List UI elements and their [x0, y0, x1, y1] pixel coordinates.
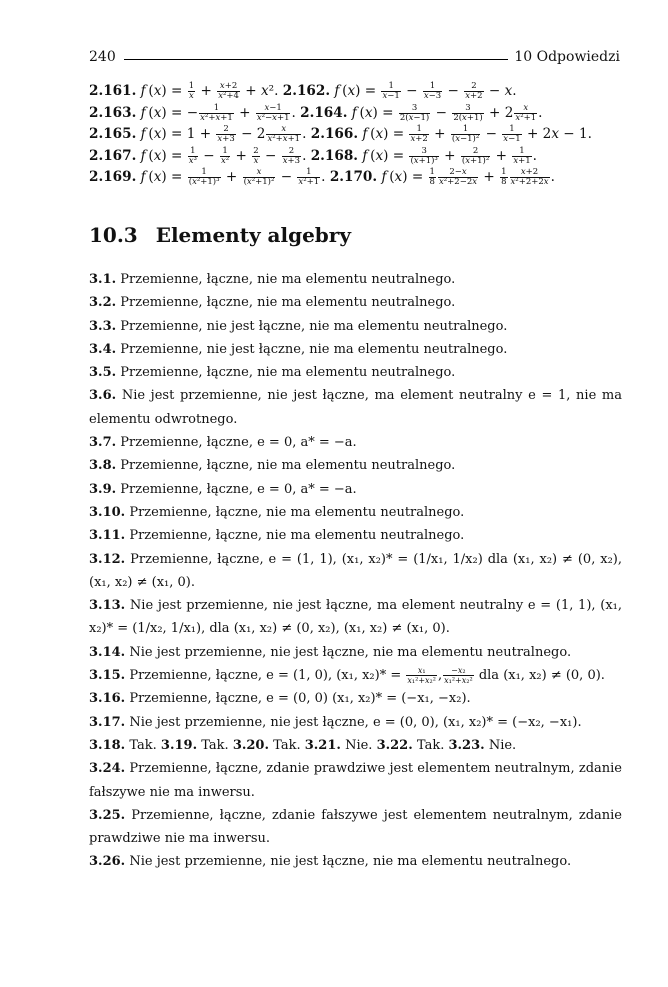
- answer-item: [89, 338, 622, 361]
- answer-text: Przemienne, łączne, zdanie fałszywe jest elementem neutralnym, zdanie prawdziwe nie ma inwersu.: [89, 807, 622, 847]
- answer-item: [89, 384, 622, 431]
- answer-text: Przemienne, nie jest łączne, nie ma elementu neutralnego.: [120, 341, 508, 357]
- answer-text: Tak.: [416, 737, 445, 753]
- answer-text: Przemienne, łączne, nie ma elementu neutralnego.: [120, 295, 456, 311]
- answer-item: [89, 361, 622, 384]
- answer-text: Nie jest przemienne, nie jest łączne, e = (0, 0), (x₁, x₂)* = (−x₂, −x₁).: [129, 714, 582, 730]
- answer-number: 3.9.: [89, 481, 117, 497]
- formula-line: 2.163. f (x) = − $\frac{1}{\text{x²+x+1}}$ + $\frac{x-1}{\text{x²−x+1}}$ . 2.164. f (x) = $\frac{3}{2(x-1)}$ − $\frac{3}{2(x+1)}$ + 2 $\frac{x}{\text{x²+1}}$ .: [89, 102, 543, 123]
- answer-number: 3.1.: [89, 272, 117, 287]
- answer-text: Przemienne, łączne, nie ma elementu neutralnego.: [129, 504, 465, 520]
- answer-number: 3.21.: [304, 737, 341, 753]
- answer-number: 3.5.: [89, 365, 117, 381]
- answer-text: Nie jest przemienne, nie jest łączne, nie ma elementu neutralnego.: [129, 854, 572, 870]
- answer-item: 3.15. Przemienne, łączne, e = (1, 0), (x₁, x₂)* = $\frac{\text{x₁}}{\text{x₁²+x₂²}}$ , $\frac{\text{−x₂}}{\text{x₁²+x₂²}}$ dla (x₁, x₂) ≠ (0, 0).: [89, 666, 605, 686]
- exercise-number: 2.162.: [282, 83, 331, 99]
- answer-text: Przemienne, łączne, e = 0, a* = −a.: [120, 435, 357, 451]
- section-heading: [89, 222, 351, 248]
- answer-text: Nie jest przemienne, nie jest łączne, ma element neutralny e = 1, nie ma elementu odwrotnego.: [89, 388, 623, 427]
- answer-item: [89, 734, 622, 757]
- answer-number: 3.10.: [89, 504, 126, 520]
- answer-text: Przemienne, łączne, zdanie prawdziwe jest elementem neutralnym, zdanie fałszywe nie ma inwersu.: [89, 761, 622, 800]
- answer-number: 3.3.: [89, 318, 117, 334]
- answer-item: [89, 850, 622, 873]
- answer-number: 3.20.: [232, 737, 270, 753]
- exercise-number: 2.161.: [89, 83, 137, 99]
- answer-item: [89, 501, 622, 524]
- exercise-number: 2.163.: [89, 104, 137, 121]
- answer-number: 3.19.: [160, 737, 198, 753]
- answer-item: [89, 641, 622, 664]
- formula-line: 2.165. f (x) = 1 + $\frac{2}{x+3}$ − 2 $\frac{x}{\text{x²+x+1}}$ . 2.166. f (x) = $\frac{1}{x+2}$ + $\frac{1}{\text{(x−1)²}}$ − $\frac{1}{x-1}$ + 2x − 1.: [89, 124, 592, 145]
- exercise-number: 2.165.: [89, 126, 137, 143]
- answer-item: [89, 431, 622, 454]
- answer-item: [89, 594, 622, 641]
- answer-text: Przemienne, łączne, e = (1, 1), (x₁, x₂)* = (1/x₁, 1/x₂) dla (x₁, x₂) ≠ (0, x₂), (x₁, x₂) ≠ (x₁, 0).: [89, 551, 622, 590]
- answer-text: Przemienne, łączne, nie ma elementu neutralnego.: [129, 528, 465, 544]
- answer-number: 3.22.: [376, 737, 413, 753]
- answer-text: Nie jest przemienne, nie jest łączne, nie ma elementu neutralnego.: [129, 644, 572, 660]
- section-title-text: Elementy algebry: [155, 223, 351, 247]
- answer-item: [89, 548, 622, 595]
- answer-item: [89, 711, 622, 734]
- answer-item: [89, 315, 622, 338]
- exercise-number: 2.167.: [89, 147, 137, 164]
- answer-number: 3.7.: [89, 435, 117, 451]
- formula-line: 2.161. f (x) = $\frac{1}{x}$ + $\frac{x+2}{\text{x²+4}}$ + x². 2.162. f (x) = $\frac{1}{x-1}$ − $\frac{1}{x-3}$ − $\frac{2}{x+2}$ − x.: [89, 81, 517, 101]
- answer-number: 3.18.: [89, 737, 126, 753]
- exercise-number: 2.169.: [89, 169, 137, 186]
- answer-number: 3.14.: [89, 644, 126, 660]
- answer-number: 3.13.: [89, 598, 126, 614]
- answer-text: Przemienne, łączne, nie ma elementu neutralnego.: [120, 272, 456, 287]
- answer-number: 3.15.: [89, 668, 126, 684]
- page-number: 240: [89, 49, 116, 65]
- answer-item: [89, 757, 622, 804]
- answer-number: 3.8.: [89, 458, 117, 474]
- answer-list: [89, 268, 622, 874]
- answer-number: 3.2.: [89, 295, 117, 311]
- section-number: 10.3: [89, 223, 138, 247]
- exercise-number: 2.164.: [300, 104, 348, 121]
- answer-number: 3.12.: [89, 551, 126, 567]
- answer-number: 3.23.: [448, 737, 485, 753]
- answer-number: 3.25.: [89, 807, 126, 823]
- exercise-number: 2.166.: [310, 126, 359, 143]
- running-header: [89, 43, 620, 65]
- answer-number: 3.4.: [89, 341, 117, 357]
- answer-text: Przemienne, łączne, e = (1, 0), (x₁, x₂)* =: [129, 668, 402, 684]
- answer-item: [89, 478, 622, 501]
- answer-number: 3.16.: [89, 691, 126, 707]
- answer-text: dla (x₁, x₂) ≠ (0, 0).: [478, 668, 605, 684]
- answer-item: [89, 804, 622, 851]
- answer-item: [89, 454, 622, 477]
- formula-line: 2.167. f (x) = $\frac{1}{\text{x³}}$ − $\frac{1}{\text{x²}}$ + $\frac{2}{x}$ − $\frac{2}{x+3}$ . 2.168. f (x) = $\frac{3}{\text{(x+1)³}}$ + $\frac{2}{\text{(x+1)²}}$ + $\frac{1}{x+1}$ .: [89, 145, 537, 166]
- answer-text: Przemienne, łączne, e = (0, 0) (x₁, x₂)* = (−x₁, −x₂).: [129, 691, 471, 707]
- answer-number: 3.17.: [89, 714, 126, 730]
- answer-text: Przemienne, łączne, e = 0, a* = −a.: [120, 481, 357, 497]
- chapter-title: 10 Odpowiedzi: [514, 49, 620, 65]
- exercise-number: 2.170.: [329, 169, 378, 186]
- header-rule: [124, 59, 509, 60]
- exercise-number: 2.168.: [310, 147, 359, 164]
- answer-item: [89, 687, 622, 710]
- answer-number: 3.24.: [89, 761, 126, 777]
- answer-text: Nie.: [488, 737, 517, 753]
- answer-text: Tak.: [201, 737, 229, 753]
- answer-number: 3.26.: [89, 854, 126, 870]
- answer-number: 3.6.: [89, 388, 117, 404]
- answer-text: Przemienne, łączne, nie ma elementu neutralnego.: [120, 458, 456, 474]
- answer-item: [89, 268, 622, 291]
- answer-text: Tak.: [129, 737, 157, 753]
- answer-item: [89, 291, 622, 314]
- answer-item: [89, 524, 622, 547]
- answer-number: 3.11.: [89, 528, 126, 544]
- formula-line: 2.169. f (x) = $\frac{1}{\text{(x²+1)³}}$ + $\frac{x}{\text{(x²+1)²}}$ − $\frac{1}{\text{x²+1}}$ . 2.170. f (x) = $\frac{1}{8}$ $\frac{2-x}{\text{x²+2−2x}}$ + $\frac{1}{8}$ $\frac{x+2}{\text{x²+2+2x}}$ .: [89, 167, 555, 188]
- answer-text: Przemienne, łączne, nie ma elementu neutralnego.: [120, 365, 456, 381]
- formula-answers: [89, 81, 624, 189]
- answer-text: Nie jest przemienne, nie jest łączne, ma element neutralny e = (1, 1), (x₁, x₂)* = (1/x₂, 1/x₁), dla (x₁, x₂) ≠ (0, x₂), (x₁, x₂) ≠ (x₁, 0).: [89, 598, 622, 637]
- answer-text: Nie.: [345, 737, 373, 753]
- answer-text: Tak.: [273, 737, 301, 753]
- answer-text: Przemienne, nie jest łączne, nie ma elementu neutralnego.: [120, 318, 508, 334]
